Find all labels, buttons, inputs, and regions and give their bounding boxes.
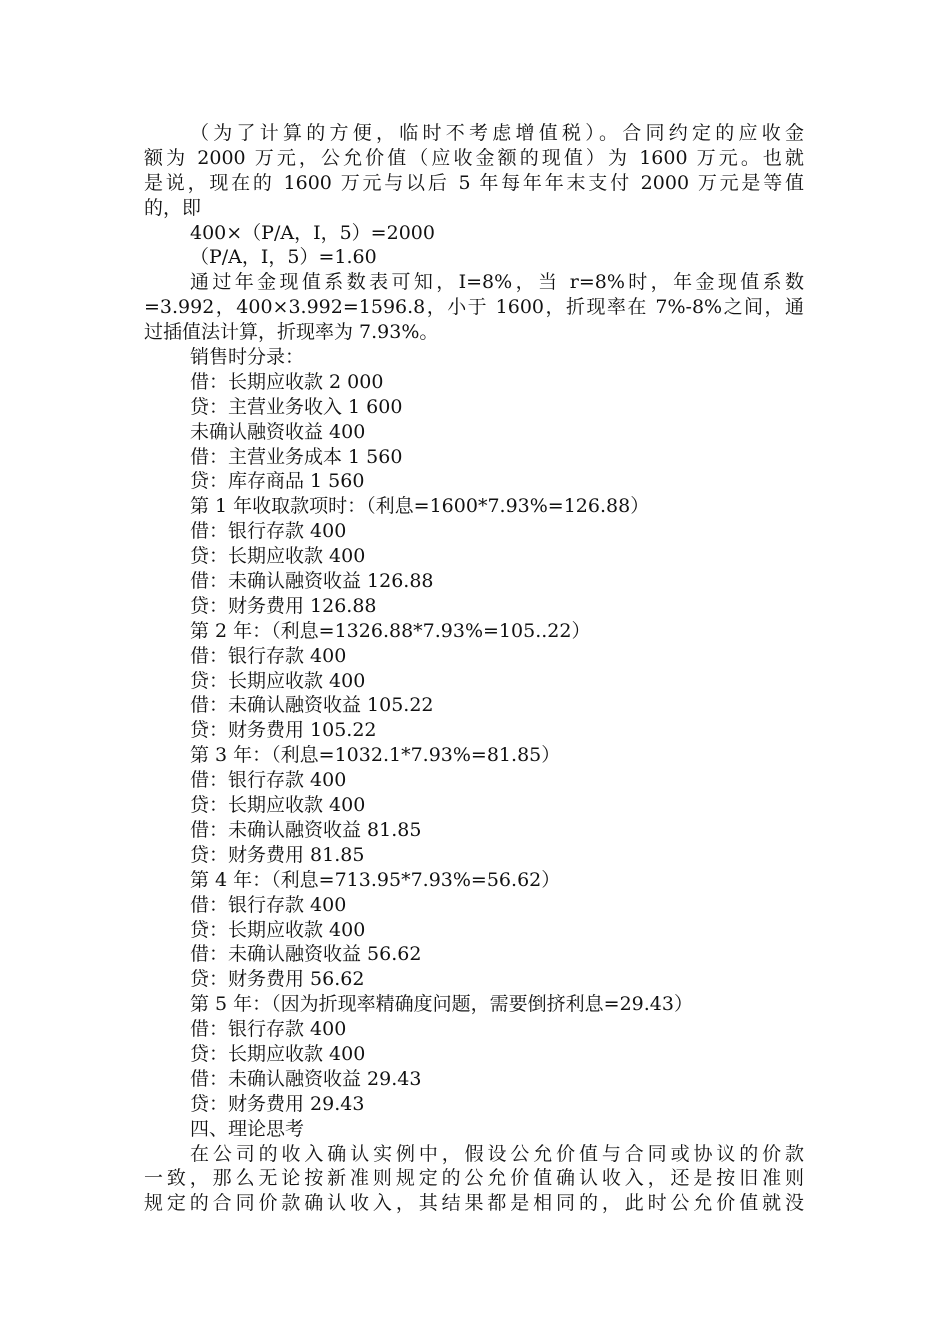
text-line: 贷：财务费用 81.85 [190,843,365,866]
text-line: 借：未确认融资收益 126.88 [190,570,434,593]
text-line: 第 4 年：（利息=713.95*7.93%=56.62） [190,868,561,891]
text-line: 借：银行存款 400 [190,769,347,792]
text-line: 通过年金现值系数表可知，I=8%，当 r=8%时，年金现值系数 [190,271,804,294]
text-line: 是说，现在的 1600 万元与以后 5 年每年年末支付 2000 万元是等值 [144,171,804,194]
text-line: 第 1 年收取款项时：（利息=1600*7.93%=126.88） [190,495,650,518]
text-line: （P/A，I，5）=1.60 [190,246,377,269]
text-line: 未确认融资收益 400 [190,420,366,443]
text-line: （为了计算的方便，临时不考虑增值税）。合同约定的应收金 [190,122,804,144]
text-line: 额为 2000 万元，公允价值（应收金额的现值）为 1600 万元。也就 [144,146,804,169]
text-line: 借：长期应收款 2 000 [190,370,384,393]
text-line: 一致，那么无论按新准则规定的公允价值确认收入，还是按旧准则 [144,1167,804,1190]
text-line: 贷：财务费用 29.43 [190,1092,365,1115]
text-line: 四、理论思考 [190,1117,305,1140]
text-line: =3.992，400×3.992=1596.8，小于 1600，折现率在 7%-8%之间，通 [144,296,804,319]
text-line: 第 5 年：（因为折现率精确度问题，需要倒挤利息=29.43） [190,993,693,1016]
text-line: 贷：财务费用 126.88 [190,594,377,617]
text-line: 第 3 年：（利息=1032.1*7.93%=81.85） [190,744,561,767]
text-line: 过插值法计算，折现率为 7.93%。 [144,321,439,344]
text-line: 贷：长期应收款 400 [190,1042,366,1065]
text-line: 在公司的收入确认实例中，假设公允价值与合同或协议的价款 [190,1142,804,1165]
text-line: 借：未确认融资收益 81.85 [190,818,422,841]
text-line: 规定的合同价款确认收入，其结果都是相同的，此时公允价值就没 [144,1192,804,1215]
text-line: 贷：库存商品 1 560 [190,470,365,493]
text-line: 400×（P/A，I，5）=2000 [190,221,435,244]
text-line: 贷：财务费用 105.22 [190,719,377,742]
text-line: 第 2 年：（利息=1326.88*7.93%=105..22） [190,619,591,642]
document-body [144,121,804,1216]
text-line: 借：主营业务成本 1 560 [190,445,403,468]
text-line: 借：未确认融资收益 29.43 [190,1067,422,1090]
text-line: 借：银行存款 400 [190,520,347,543]
text-line: 借：银行存款 400 [190,644,347,667]
text-line: 的，即 [144,196,202,219]
text-line: 借：银行存款 400 [190,893,347,916]
text-line: 借：银行存款 400 [190,1018,347,1041]
text-line: 贷：长期应收款 400 [190,545,366,568]
text-line: 贷：长期应收款 400 [190,794,366,817]
text-line: 借：未确认融资收益 105.22 [190,694,434,717]
text-line: 借：未确认融资收益 56.62 [190,943,422,966]
text-line: 贷：长期应收款 400 [190,669,366,692]
text-line: 贷：主营业务收入 1 600 [190,395,403,418]
text-line: 销售时分录： [190,346,305,369]
text-line: 贷：长期应收款 400 [190,918,366,941]
text-line: 贷：财务费用 56.62 [190,968,365,991]
